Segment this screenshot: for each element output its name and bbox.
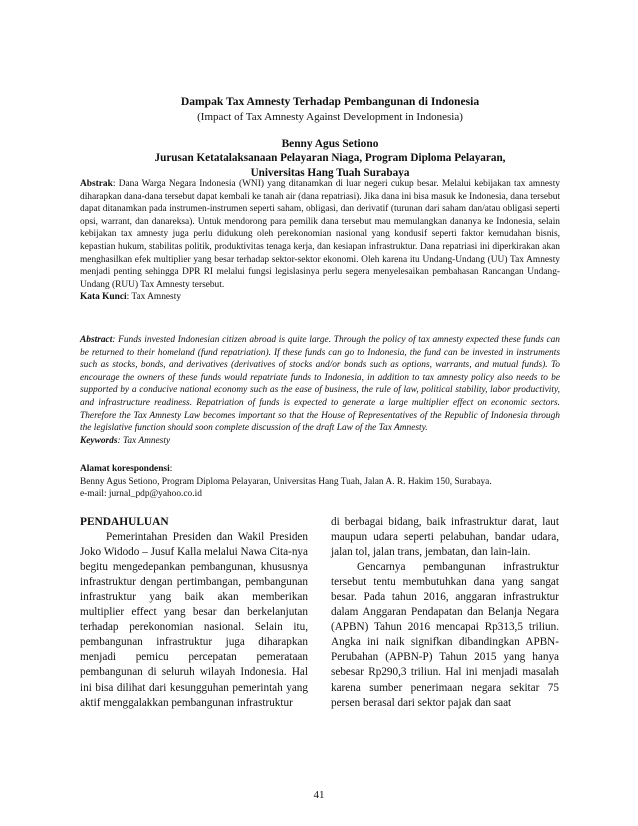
intro-paragraph-continued: di berbagai bidang, baik infrastruktur darat, laut maupun udara seperti pelabuhan, bandar udara, jalan tol, jalan trans, jembatan, dan lain-lain. (331, 516, 559, 559)
body-column-right (331, 515, 559, 711)
abstrak-text: : Dana Warga Negara Indonesia (WNI) yang ditanamkan di luar negeri cukup besar. Melalui kebijakan tax amnesty diharapkan dana-dana tersebut dapat kembali ke tanah air (dana repatriasi). Jika dana ini bisa masuk ke Indonesia, dana tersebut dapat ditanamkan pada instrumen-instrumen seperti saham, obligasi, dan derivatif (turunan dari saham dan/atau obligasi seperti opsi, warrant, dan danareksa). Untuk mendorong para pemilik dana tersebut mau memulangkan dananya ke Indonesia, selain kebijakan tax amnesty juga perlu didukung oleh perekonomian nasional yang kondusif seperti faktor kemudahan bisnis, kepastian hukum, stabilitas politik, produktivitas tenaga kerja, dan kesiapan infrastruktur. Dana repatriasi ini diperkirakan akan menghasilkan efek multiplier yang besar terhadap sektor-sektor ekonomi. Oleh karena itu Undang-Undang (UU) Tax Amnesty menjadi penting sehingga DPR RI melalui fungsi legislasinya perlu segera menyelesaikan pembahasan Rancangan Undang-Undang (RUU) Tax Amnesty tersebut. (80, 179, 561, 290)
correspondence-heading (80, 463, 560, 476)
body-column-left (80, 515, 308, 711)
abstract-text: : Funds invested Indonesian citizen abroad is quite large. Through the policy of tax amnesty expected these funds can be returned to their homeland (fund repatriation). If these funds can go to Indonesia, the fund can be invested in instruments such as stocks, bonds, and derivatives (derivatives of stocks and/or bonds such as options, warrants, and mutual funds). To encourage the owners of these funds would repatriate funds to Indonesia, in addition to tax amnesty policy also needs to be supported by a conducive national economy such as the ease of business, the rule of law, political stability, labor productivity, and infrastructure readiness. Repatriation of funds is expected to generate a large multiplier effect on economic sectors. Therefore the Tax Amnesty Law becomes important so that the House of Representatives of the Republic of Indonesia through the legislative function should soon complete discussion of the draft Law of the Tax Amnesty. (80, 335, 560, 434)
abstrak-body (80, 179, 560, 290)
abstract-label: Abstract (80, 335, 113, 345)
keywords (80, 435, 560, 448)
keywords-label: Keywords (80, 435, 118, 446)
author-name: Benny Agus Setiono (281, 138, 379, 150)
abstrak-label: Abstrak (80, 179, 113, 189)
section-heading: PENDAHULUAN (80, 516, 169, 528)
kata-kunci (80, 291, 560, 304)
author-affiliation (80, 151, 580, 181)
correspondence-address: Benny Agus Setiono, Program Diploma Pelayaran, Universitas Hang Tuah, Jalan A. R. Hakim 150, Surabaya. (80, 476, 492, 487)
intro-paragraph-2: Gencarnya pembangunan infrastruktur tersebut tentu membutuhkan dana yang sangat besar. Pada tahun 2016, anggaran infrastruktur dalam Anggaran Pendapatan dan Belanja Negara (APBN) Tahun 2016 mencapai Rp313,5 triliun. Angka ini naik signifkan dibandingkan APBN-Perubahan (APBN-P) Tahun 2015 yang hanya sebesar Rp290,3 triliun. Hal ini menjadi masalah karena sumber penerimaan negara sekitar 75 persen berasal dari sektor pajak dan saat (331, 561, 559, 709)
correspondence-colon: : (169, 464, 173, 474)
article-title: Dampak Tax Amnesty Terhadap Pembangunan di Indonesia (180, 95, 480, 108)
correspondence-email: e-mail: jurnal_pdp@yahoo.co.id (80, 489, 202, 500)
correspondence (80, 463, 560, 501)
kata-kunci-label: Kata Kunci (80, 292, 127, 303)
abstract-english (80, 334, 560, 447)
keywords-text: : Tax Amnesty (117, 435, 171, 446)
intro-paragraph-1: Pemerintahan Presiden dan Wakil Presiden Joko Widodo – Jusuf Kalla melalui Nawa Cita-nya begitu mengedepankan pembangunan, khususnya infrastruktur dengan pertimbangan, pembangunan infrastruktur yang baik akan memberikan multiplier effect yang besar dan berkelanjutan terhadap perekonomian nasional. Selain itu, pembangunan infrastruktur juga diharapkan menjadi pemicu percepatan pemerataan pembangunan di seluruh wilayah Indonesia. Hal ini bisa dilihat dari kesungguhan pemerintah yang aktif menggalakkan pembangunan infrastruktur (80, 531, 308, 709)
affiliation-line-2: Universitas Hang Tuah Surabaya (250, 167, 410, 179)
page-number: 41 (313, 789, 325, 801)
affiliation-line-1: Jurusan Ketatalaksanaan Pelayaran Niaga, Program Diploma Pelayaran, (154, 152, 506, 164)
abstract-body (80, 335, 560, 433)
correspondence-label: Alamat korespondensi (80, 464, 170, 474)
kata-kunci-text: : Tax Amnesty (126, 292, 182, 303)
abstrak-indonesian (80, 178, 560, 304)
article-subtitle: (Impact of Tax Amnesty Against Development in Indonesia) (197, 111, 463, 123)
